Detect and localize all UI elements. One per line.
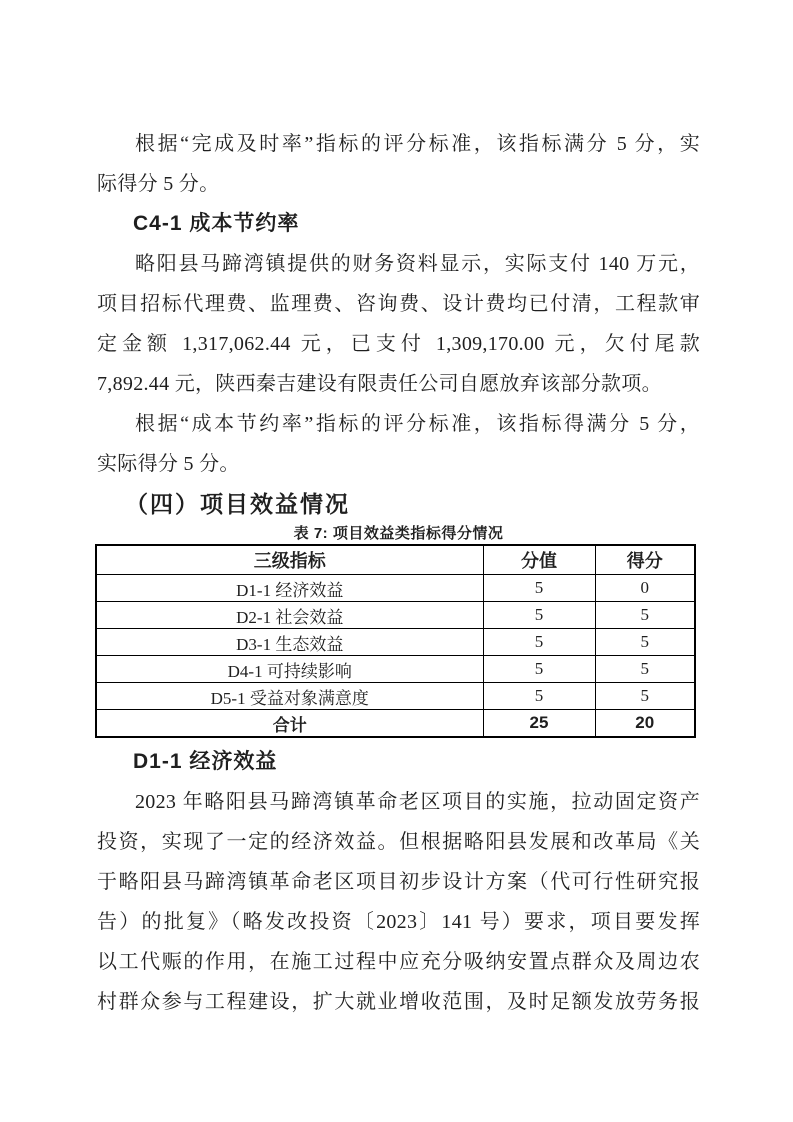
text-line: 于略阳县马蹄湾镇革命老区项目初步设计方案（代可行性研究报 xyxy=(97,871,700,893)
cell-indicator: D1-1 经济效益 xyxy=(96,575,483,602)
text-line: 以工代赈的作用，在施工过程中应充分吸纳安置点群众及周边农 xyxy=(97,951,700,973)
cell-total-max-score: 25 xyxy=(483,710,595,738)
cell-max-score: 5 xyxy=(483,683,595,710)
table-row xyxy=(96,575,695,602)
paragraph-economic-benefit xyxy=(97,782,700,1022)
text-line: 实际得分 5 分。 xyxy=(97,453,240,475)
cell-total-score: 20 xyxy=(595,710,695,738)
cell-max-score: 5 xyxy=(483,656,595,683)
paragraph-cost-saving-score xyxy=(97,404,700,484)
text-line: 际得分 5 分。 xyxy=(97,173,220,195)
text-line: 告）的批复》（略发改投资〔2023〕141 号）要求，项目要发挥 xyxy=(97,911,700,933)
text-line: 村群众参与工程建设，扩大就业增收范围，及时足额发放劳务报 xyxy=(97,991,700,1013)
column-header-indicator: 三级指标 xyxy=(96,545,483,575)
text-line: 略阳县马蹄湾镇提供的财务资料显示，实际支付 140 万元， xyxy=(135,253,700,275)
cell-total-label: 合计 xyxy=(96,710,483,738)
table-row xyxy=(96,656,695,683)
text-line: 根据“完成及时率”指标的评分标准，该指标满分 5 分，实 xyxy=(135,133,700,155)
table-row xyxy=(96,602,695,629)
benefit-score-table xyxy=(95,544,696,738)
text-line: 项目招标代理费、监理费、咨询费、设计费均已付清，工程款审 xyxy=(97,293,700,315)
cell-max-score: 5 xyxy=(483,629,595,656)
cell-indicator: D2-1 社会效益 xyxy=(96,602,483,629)
column-header-score: 得分 xyxy=(595,545,695,575)
column-header-max-score: 分值 xyxy=(483,545,595,575)
cell-score: 5 xyxy=(595,656,695,683)
heading-c4-1-cost-saving-rate: C4-1 成本节约率 xyxy=(133,212,300,235)
text-line: 定金额 1,317,062.44 元，已支付 1,309,170.00 元，欠付尾款 xyxy=(97,333,700,355)
cell-score: 5 xyxy=(595,683,695,710)
cell-max-score: 5 xyxy=(483,575,595,602)
heading-d1-1-economic-benefit: D1-1 经济效益 xyxy=(133,750,278,773)
cell-score: 0 xyxy=(595,575,695,602)
cell-max-score: 5 xyxy=(483,602,595,629)
table-row xyxy=(96,683,695,710)
text-line: 2023 年略阳县马蹄湾镇革命老区项目的实施，拉动固定资产 xyxy=(135,791,700,813)
text-line: 7,892.44 元，陕西秦吉建设有限责任公司自愿放弃该部分款项。 xyxy=(97,373,662,395)
table-total-row xyxy=(96,710,695,738)
table-row xyxy=(96,629,695,656)
text-line: 根据“成本节约率”指标的评分标准，该指标得满分 5 分， xyxy=(135,413,700,435)
cell-score: 5 xyxy=(595,629,695,656)
paragraph-completion-rate xyxy=(97,124,700,204)
paragraph-financial-data xyxy=(97,244,700,404)
table-caption: 表 7: 项目效益类指标得分情况 xyxy=(293,525,504,542)
text-line: 投资，实现了一定的经济效益。但根据略阳县发展和改革局《关 xyxy=(97,831,700,853)
cell-score: 5 xyxy=(595,602,695,629)
cell-indicator: D5-1 受益对象满意度 xyxy=(96,683,483,710)
cell-indicator: D4-1 可持续影响 xyxy=(96,656,483,683)
heading-section-4-project-benefit: （四）项目效益情况 xyxy=(125,491,350,517)
cell-indicator: D3-1 生态效益 xyxy=(96,629,483,656)
table-header-row xyxy=(96,545,695,575)
